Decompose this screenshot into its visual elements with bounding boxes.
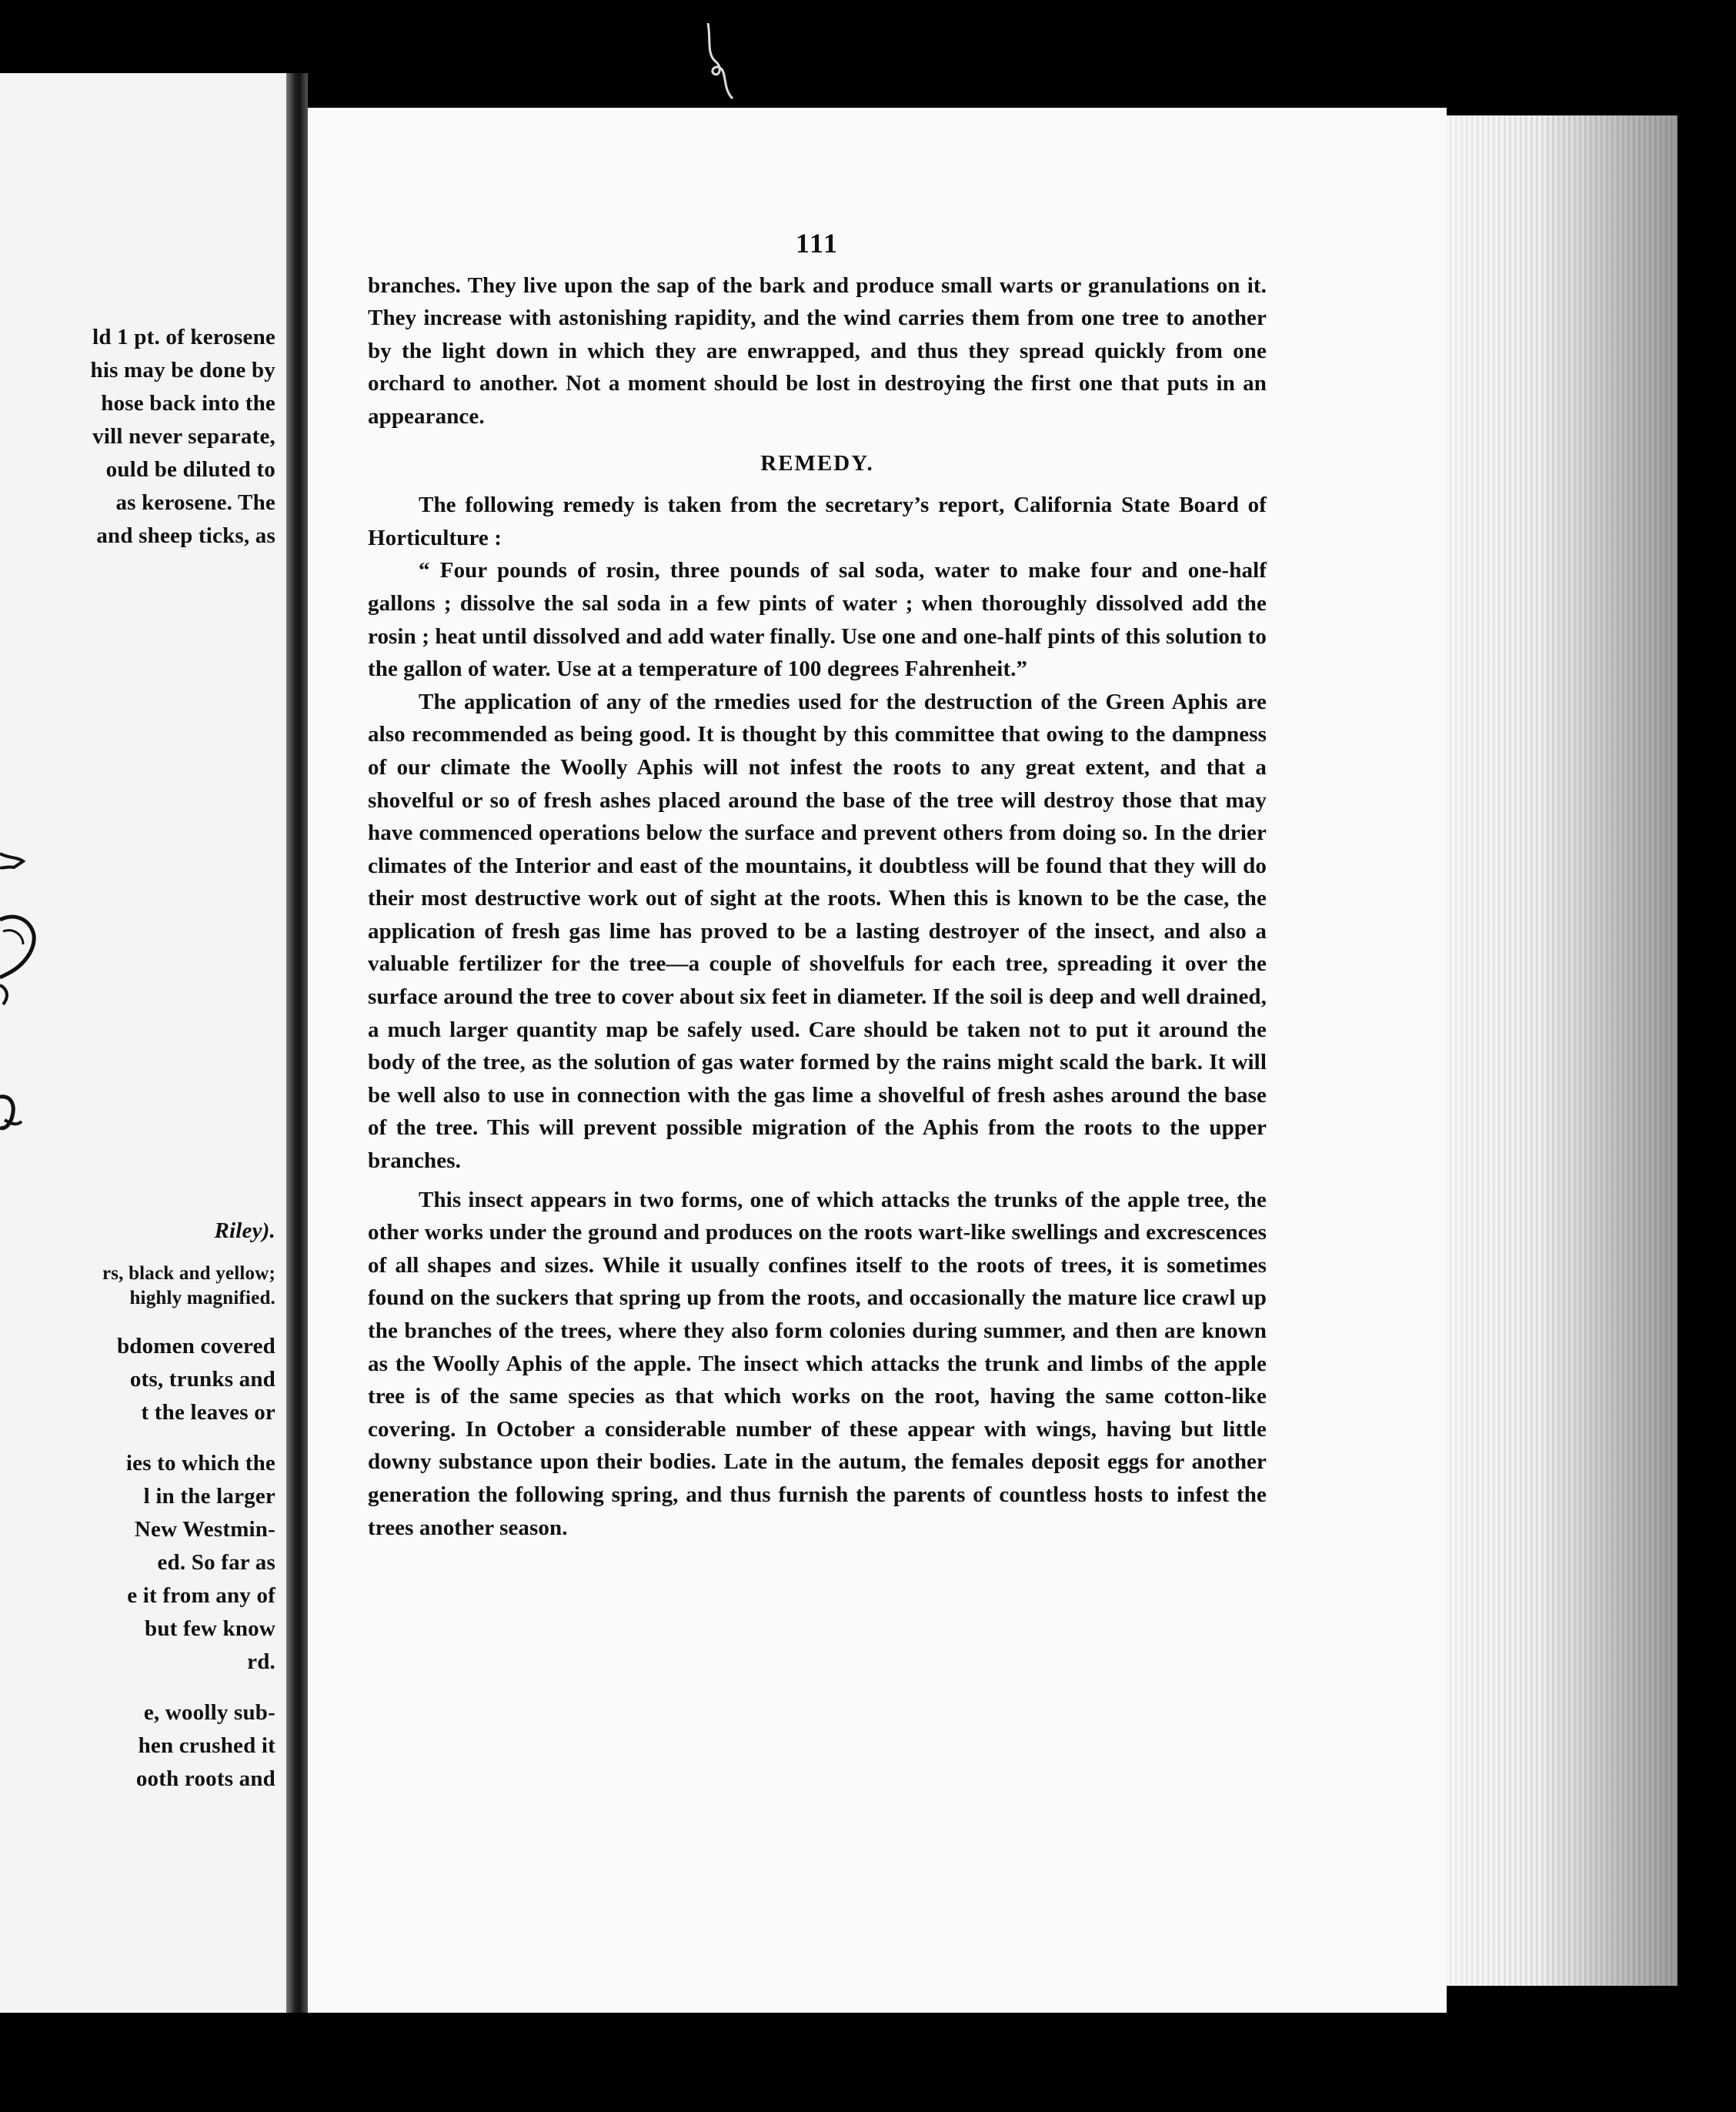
left-text-line: l in the larger <box>143 1484 275 1509</box>
intro-paragraph: branches. They live upon the sap of the bark and produce small warts or granulations on it. They increase with astonishing rapidity, and the wind carries them from one tree to another by the light down in which they are enwrapped, and thus they spread quickly from one orchard to another. Not a moment should be lost in destroying the first one that puts in an appearance. <box>368 272 1267 429</box>
left-text-line: hose back into the <box>101 391 275 416</box>
left-text-line: and sheep ticks, as <box>96 523 275 548</box>
body-paragraph: The following remedy is taken from the secretary’s report, California State Board of Horticulture : <box>368 493 1267 550</box>
quoted-remedy: “ Four pounds of rosin, three pounds of sal soda, water to make four and one-half gallons ; dissolve the sal soda in a few pints of water ; when thoroughly dissolved add the rosin ; heat until dissolved and add water finally. Use one and one-half pints of this solution to the gallon of water. Use at a temperature of 100 degrees Fahrenheit.” <box>368 558 1267 682</box>
thread-mark <box>693 23 739 100</box>
left-text-line: ld 1 pt. of kerosene <box>92 325 275 349</box>
left-text-line: rd. <box>247 1649 275 1674</box>
left-text-line: bdomen covered <box>116 1334 275 1358</box>
page-content <box>368 227 1267 1544</box>
left-caption-line: rs, black and yellow; <box>102 1263 275 1284</box>
left-page <box>0 73 286 2013</box>
left-text-line: e, woolly sub- <box>143 1700 275 1725</box>
left-text-line: his may be done by <box>90 358 275 383</box>
left-caption-line: Riley). <box>214 1218 275 1243</box>
left-text-line: t the leaves or <box>141 1400 275 1425</box>
left-text-line: as kerosene. The <box>115 490 275 515</box>
left-text-line: ooth roots and <box>135 1766 275 1791</box>
left-caption-line: highly magnified. <box>129 1288 275 1308</box>
left-text-line: e it from any of <box>127 1583 275 1608</box>
left-text-line: ies to which the <box>125 1451 275 1475</box>
book-gutter <box>286 73 308 2013</box>
insect-illustration-fragment <box>0 850 46 1235</box>
page-number: 111 <box>795 228 840 259</box>
left-text-line: vill never separate, <box>92 424 275 449</box>
left-text-line: ots, trunks and <box>129 1367 275 1392</box>
page-block-shadow <box>1447 115 1678 1986</box>
body-paragraph: This insect appears in two forms, one of which attacks the trunks of the apple tree, the other works under the ground and produces on the roots wart-like swellings and excrescences of all shapes and sizes. While it usually confines itself to the roots of trees, it is sometimes found on the suckers that spring up from the roots, and occasionally the mature lice crawl up the branches of the trees, where they also form colonies during summer, and then are known as the Woolly Aphis of the apple. The insect which attacks the trunk and limbs of the apple tree is of the same species as that which works on the root, having the same cotton-like covering. In October a considerable number of these appear with wings, having but little downy substance upon their bodies. Late in the autum, the females deposit eggs for another generation the following spring, and thus furnish the parents of countless hosts to infest the trees another season. <box>368 1187 1267 1540</box>
left-text-line: ed. So far as <box>157 1550 275 1575</box>
left-text-line: but few know <box>145 1616 275 1641</box>
body-paragraph: The application of any of the rmedies used for the destruction of the Green Aphis are also recommended as being good. It is thought by this committee that owing to the dampness of our climate the Woolly Aphis will not infest the roots to any great extent, and that a shovelful or so of fresh ashes placed around the base of the tree will destroy those that may have commenced operations below the surface and prevent others from doing so. In the drier climates of the Interior and east of the mountains, it doubtless will be found that they will do their most destructive work out of sight at the roots. When this is known to be the case, the application of fresh gas lime has proved to be a lasting destroyer of the insect, and also a valuable fertilizer for the tree—a couple of shovelfuls for each tree, spreading it over the surface around the tree to cover about six feet in diameter. If the soil is deep and well drained, a much larger quantity map be safely used. Care should be taken not to put it around the body of the tree, as the solution of gas water formed by the rains might scald the bark. It will be well also to use in connection with the gas lime a shovelful of fresh ashes around the base of the tree. This will prevent possible migration of the Aphis from the roots to the upper branches. <box>368 689 1267 1174</box>
section-heading: REMEDY. <box>760 450 874 476</box>
left-text-line: hen crushed it <box>138 1733 275 1758</box>
left-text-line: New Westmin- <box>134 1517 275 1542</box>
left-text-line: ould be diluted to <box>105 457 275 482</box>
